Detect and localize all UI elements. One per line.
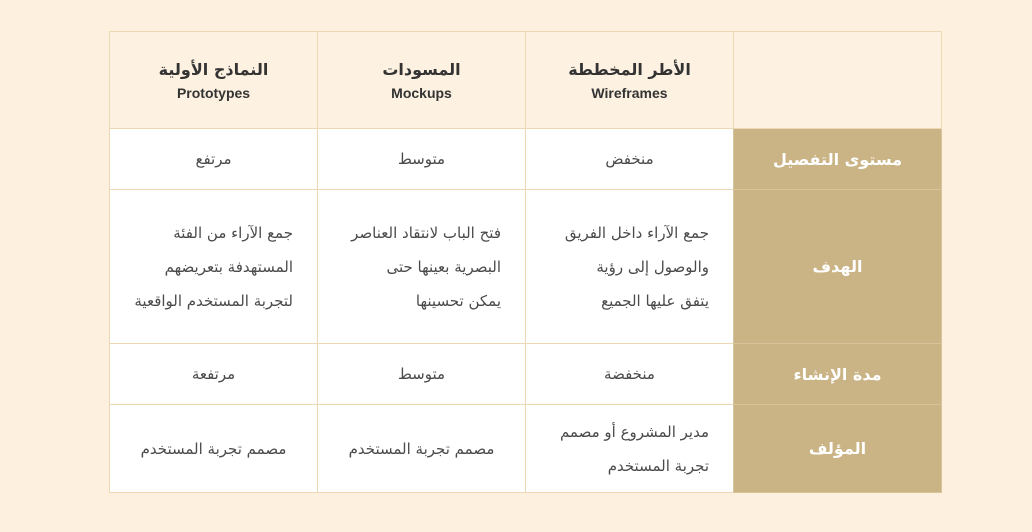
column-header-mockups	[318, 32, 526, 129]
table-cell: مرتفعة	[110, 344, 318, 405]
row-author	[110, 405, 942, 493]
cell-line: جمع الآراء من الفئة	[173, 223, 293, 242]
table-cell	[526, 190, 734, 344]
cell-line: جمع الآراء داخل الفريق	[564, 223, 709, 242]
column-title-ar: الأطر المخططة	[568, 59, 691, 79]
cell-line: تجربة المستخدم	[607, 456, 709, 475]
column-title-ar: النماذج الأولية	[158, 59, 269, 79]
table-cell: منخفضة	[526, 344, 734, 405]
cell-line: مدير المشروع أو مصمم	[559, 422, 709, 441]
column-title-ar: المسودات	[382, 59, 461, 79]
column-title-en: Prototypes	[176, 84, 251, 101]
row-label-goal: الهدف	[734, 190, 942, 344]
column-header-wireframes	[526, 32, 734, 129]
cell-line: لتجربة المستخدم الواقعية	[134, 291, 293, 310]
table-cell	[318, 190, 526, 344]
table-cell	[526, 405, 734, 493]
cell-line: مصمم تجربة المستخدم	[140, 439, 287, 458]
cell-line: المستهدفة بتعريضهم	[164, 257, 293, 276]
header-row	[110, 32, 942, 129]
cell-line: والوصول إلى رؤية	[596, 257, 709, 276]
corner-cell	[734, 32, 942, 129]
table-cell	[110, 190, 318, 344]
cell-line: يمكن تحسينها	[415, 291, 501, 310]
row-label-author: المؤلف	[734, 405, 942, 493]
table-cell: منخفض	[526, 129, 734, 190]
table-cell	[318, 405, 526, 493]
cell-line: مصمم تجربة المستخدم	[348, 439, 495, 458]
table-cell: مرتفع	[110, 129, 318, 190]
cell-line: يتفق عليها الجميع	[601, 291, 709, 310]
table-cell: متوسط	[318, 129, 526, 190]
column-header-prototypes	[110, 32, 318, 129]
cell-line: فتح الباب لانتقاد العناصر	[351, 223, 501, 242]
column-title-en: Wireframes	[591, 84, 668, 101]
row-duration	[110, 344, 942, 405]
column-title-en: Mockups	[391, 84, 452, 101]
row-detail-level	[110, 129, 942, 190]
row-label-duration: مدة الإنشاء	[734, 344, 942, 405]
cell-line: البصرية بعينها حتى	[386, 257, 501, 276]
table-cell	[110, 405, 318, 493]
row-goal	[110, 190, 942, 344]
comparison-table	[109, 31, 942, 493]
row-label-detail: مستوى التفصيل	[734, 129, 942, 190]
table-cell: متوسط	[318, 344, 526, 405]
